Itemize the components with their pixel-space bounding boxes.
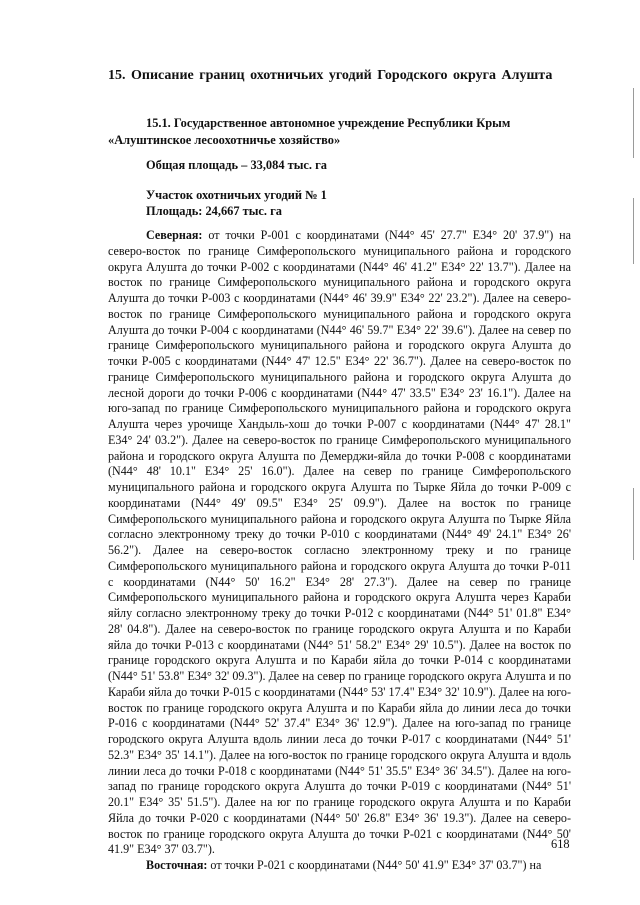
scan-edge-mark: [633, 488, 634, 560]
total-area: Общая площадь – 33,084 тыс. га: [146, 158, 327, 172]
subsection-title: [108, 115, 571, 149]
north-boundary-paragraph: [108, 228, 571, 858]
north-boundary-label: Северная:: [146, 228, 203, 242]
plot-area: Площадь: 24,667 тыс. га: [146, 204, 282, 218]
page-number: 618: [551, 837, 570, 851]
plot-title: Участок охотничьих угодий № 1: [146, 188, 327, 202]
east-boundary-paragraph: [108, 858, 571, 874]
section-title: 15. Описание границ охотничьих угодий Городского округа Алушта: [108, 68, 553, 83]
north-boundary-text: от точки Р-001 с координатами (N44° 45' 27.7" E34° 20' 37.9") на северо-восток по границе Симферопольского муниципального района и городского округа Алушта до точки Р-002 с координатами (N44° 46' 41.2" E34° 22' 13.7"). Далее на восток по границе Симферопольского муниципального района и городского округа Алушта до точки Р-003 с координатами (N44° 46' 39.9" E34° 22' 23.2"). Далее на северо-восток по границе Симферопольского муниципального района и городского округа Алушта до точки Р-004 с координатами (N44° 46' 59.7" E34° 22' 39.6"). Далее на север по границе Симферопольского муниципального района и городского округа Алушта до точки Р-005 с координатами (N44° 47' 12.5" E34° 22' 36.7"). Далее на северо-восток по границе Симферопольского муниципального района и городского округа Алушта до лесной дороги до точки Р-006 с координатами (N44° 47' 33.5" E34° 23' 16.1"). Далее на юго-запад по границе Симферопольского муниципального района и городского округа Алушта через урочище Хандыль-хош до точки Р-007 с координатами (N44° 47' 28.1" E34° 24' 03.2"). Далее на северо-восток по границе Симферопольского муниципального района и городского округа Алушта по Демерджи-яйла до точки Р-008 с координатами (N44° 48' 10.1" E34° 25' 16.0"). Далее на север по границе Симферопольского муниципального района и городского округа Алушта по Тырке Яйла до точки Р-009 с координатами (N44° 49' 09.5" E34° 25' 09.9"). Далее на восток по границе Симферопольского муниципального района и городского округа Алушта по Тырке Яйла согласно электронному треку до точки Р-010 с координатами (N44° 49' 24.1" E34° 26' 56.2"). Далее на северо-восток согласно электронному треку и по границе Симферопольского муниципального района и городского округа Алушта до точки Р-011 с координатами (N44° 50' 16.2" E34° 28' 27.3"). Далее на север по границе Симферопольского муниципального района и городского округа Алушта через Караби яйлу согласно электронному треку до точки Р-012 с координатами (N44° 51' 01.8" E34° 28' 04.8"). Далее на северо-восток по границе городского округа Алушта и по Караби яйла до точки Р-013 с координатами (N44° 51' 58.2" E34° 29' 10.5"). Далее на восток по границе городского округа Алушта и по Караби яйла до точки Р-014 с координатами (N44° 51' 53.8" E34° 32' 09.3"). Далее на север по границе городского округа Алушта и по Караби яйла до точки Р-015 с координатами (N44° 53' 17.4" E34° 32' 10.9"). Далее на юго-восток по границе городского округа Алушта и по Караби яйла до линии леса до точки Р-016 с координатами (N44° 52' 37.4" E34° 36' 12.9"). Далее на юго-запад по границе городского округа Алушта вдоль линии леса до точки Р-017 с координатами (N44° 51' 52.3" E34° 35' 14.1"). Далее на юго-восток по границе городского округа Алушта и вдоль линии леса до точки Р-018 с координатами (N44° 51' 35.5" E34° 36' 34.5"). Далее на юго-запад по границе городского округа Алушта до точки Р-019 с координатами (N44° 51' 20.1" E34° 35' 51.5"). Далее на юг по границе городского округа Алушта и по Караби Яйла до точки Р-020 с координатами (N44° 50' 26.8" E34° 36' 19.3"). Далее на северо-восток по границе городского округа Алушта до точки Р-021 с координатами (N44° 50' 41.9" E34° 37' 03.7").: [108, 228, 571, 857]
subsection-name: Государственное автономное учреждение Республики Крым «Алуштинское лесоохотничье хозяйство»: [108, 116, 511, 147]
subsection-number: 15.1.: [146, 116, 171, 130]
east-boundary-label: Восточная:: [146, 858, 208, 872]
east-boundary-text: от точки Р-021 с координатами (N44° 50' 41.9" E34° 37' 03.7") на: [207, 858, 542, 872]
boundary-description: [108, 228, 571, 874]
scan-edge-mark: [633, 198, 634, 264]
scan-edge-mark: [633, 88, 634, 158]
